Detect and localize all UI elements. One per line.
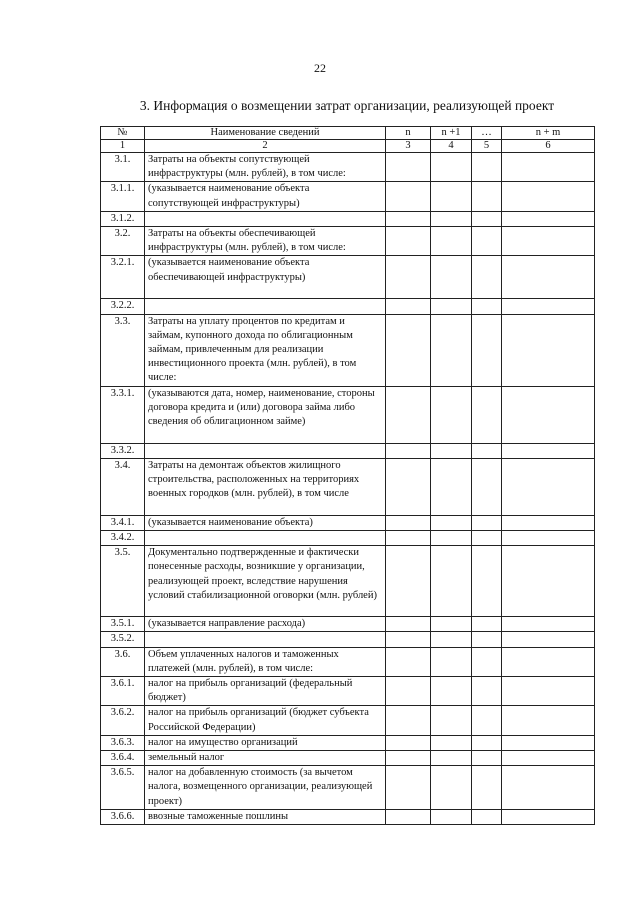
row-number: 3.6.2. bbox=[101, 706, 145, 735]
value-cell-n-plus-1 bbox=[431, 443, 472, 458]
value-cell-n-plus-1 bbox=[431, 314, 472, 386]
row-description: Затраты на объекты обеспечивающей инфраструктуры (млн. рублей), в том числе: bbox=[145, 227, 386, 256]
value-cell-ellipsis bbox=[472, 227, 502, 256]
value-cell-ellipsis bbox=[472, 515, 502, 530]
value-cell-n-plus-m bbox=[502, 546, 595, 617]
value-cell-n-plus-m bbox=[502, 153, 595, 182]
value-cell-n-plus-1 bbox=[431, 546, 472, 617]
value-cell-n-plus-1 bbox=[431, 182, 472, 211]
table-row bbox=[101, 227, 595, 256]
column-number-cell: 4 bbox=[431, 140, 472, 153]
row-description: (указывается наименование объекта сопутствующей инфраструктуры) bbox=[145, 182, 386, 211]
value-cell-n-plus-1 bbox=[431, 751, 472, 766]
column-number-cell: 3 bbox=[386, 140, 431, 153]
value-cell-ellipsis bbox=[472, 809, 502, 824]
value-cell-n bbox=[386, 766, 431, 810]
value-cell-n-plus-1 bbox=[431, 766, 472, 810]
table-row bbox=[101, 546, 595, 617]
row-number: 3.6.4. bbox=[101, 751, 145, 766]
value-cell-n-plus-1 bbox=[431, 211, 472, 226]
value-cell-n-plus-1 bbox=[431, 632, 472, 647]
value-cell-ellipsis bbox=[472, 211, 502, 226]
table-row bbox=[101, 153, 595, 182]
column-number-cell: 6 bbox=[502, 140, 595, 153]
value-cell-n-plus-m bbox=[502, 256, 595, 299]
row-description: Затраты на объекты сопутствующей инфраструктуры (млн. рублей), в том числе: bbox=[145, 153, 386, 182]
value-cell-n bbox=[386, 647, 431, 676]
table-row bbox=[101, 314, 595, 386]
table-row bbox=[101, 443, 595, 458]
value-cell-n-plus-m bbox=[502, 299, 595, 314]
value-cell-n-plus-1 bbox=[431, 647, 472, 676]
value-cell-n bbox=[386, 632, 431, 647]
value-cell-n-plus-1 bbox=[431, 617, 472, 632]
value-cell-n-plus-m bbox=[502, 458, 595, 515]
row-description: (указывается наименование объекта) bbox=[145, 515, 386, 530]
value-cell-ellipsis bbox=[472, 632, 502, 647]
table-row bbox=[101, 751, 595, 766]
table-row bbox=[101, 617, 595, 632]
value-cell-n-plus-m bbox=[502, 531, 595, 546]
row-description: налог на прибыль организаций (федеральный бюджет) bbox=[145, 677, 386, 706]
row-number: 3.4. bbox=[101, 458, 145, 515]
value-cell-n bbox=[386, 153, 431, 182]
value-cell-n bbox=[386, 751, 431, 766]
value-cell-n bbox=[386, 735, 431, 750]
cost-reimbursement-table bbox=[100, 126, 595, 825]
row-number: 3.5.2. bbox=[101, 632, 145, 647]
value-cell-n bbox=[386, 706, 431, 735]
row-number: 3.3.1. bbox=[101, 386, 145, 443]
table-row bbox=[101, 386, 595, 443]
row-description bbox=[145, 443, 386, 458]
value-cell-n-plus-1 bbox=[431, 256, 472, 299]
section-title: 3. Информация о возмещении затрат организации, реализующей проект bbox=[139, 98, 555, 113]
table-row bbox=[101, 299, 595, 314]
value-cell-n bbox=[386, 809, 431, 824]
row-description: Затраты на уплату процентов по кредитам и займам, купонного дохода по облигационным займам, привлеченным для реализации инвестиционного проекта (млн. рублей), в том числе: bbox=[145, 314, 386, 386]
value-cell-n-plus-m bbox=[502, 314, 595, 386]
column-number-cell: 2 bbox=[145, 140, 386, 153]
header-cell-ellipsis: … bbox=[472, 127, 502, 140]
value-cell-n bbox=[386, 458, 431, 515]
value-cell-n-plus-1 bbox=[431, 735, 472, 750]
table-row bbox=[101, 677, 595, 706]
value-cell-ellipsis bbox=[472, 153, 502, 182]
value-cell-ellipsis bbox=[472, 458, 502, 515]
row-number: 3.2.1. bbox=[101, 256, 145, 299]
value-cell-ellipsis bbox=[472, 751, 502, 766]
table-row bbox=[101, 766, 595, 810]
value-cell-n bbox=[386, 227, 431, 256]
value-cell-ellipsis bbox=[472, 443, 502, 458]
row-number: 3.2.2. bbox=[101, 299, 145, 314]
value-cell-n-plus-m bbox=[502, 647, 595, 676]
row-number: 3.1. bbox=[101, 153, 145, 182]
value-cell-n-plus-1 bbox=[431, 386, 472, 443]
value-cell-ellipsis bbox=[472, 677, 502, 706]
value-cell-n bbox=[386, 256, 431, 299]
value-cell-n-plus-m bbox=[502, 735, 595, 750]
value-cell-n-plus-m bbox=[502, 386, 595, 443]
column-number-cell: 5 bbox=[472, 140, 502, 153]
value-cell-n bbox=[386, 182, 431, 211]
value-cell-n bbox=[386, 299, 431, 314]
header-cell-number: № bbox=[101, 127, 145, 140]
value-cell-ellipsis bbox=[472, 706, 502, 735]
row-number: 3.6.5. bbox=[101, 766, 145, 810]
table-header-row bbox=[101, 127, 595, 140]
value-cell-n-plus-1 bbox=[431, 153, 472, 182]
table-row bbox=[101, 515, 595, 530]
value-cell-n bbox=[386, 314, 431, 386]
row-description bbox=[145, 632, 386, 647]
value-cell-n bbox=[386, 677, 431, 706]
header-cell-year-n-plus-1: n +1 bbox=[431, 127, 472, 140]
table-row bbox=[101, 647, 595, 676]
value-cell-n-plus-m bbox=[502, 766, 595, 810]
value-cell-n-plus-m bbox=[502, 751, 595, 766]
value-cell-n bbox=[386, 546, 431, 617]
row-number: 3.6.6. bbox=[101, 809, 145, 824]
header-cell-year-n: n bbox=[386, 127, 431, 140]
value-cell-n bbox=[386, 515, 431, 530]
table-row bbox=[101, 735, 595, 750]
table-row bbox=[101, 632, 595, 647]
row-description bbox=[145, 211, 386, 226]
value-cell-ellipsis bbox=[472, 386, 502, 443]
row-description: ввозные таможенные пошлины bbox=[145, 809, 386, 824]
value-cell-n bbox=[386, 531, 431, 546]
row-number: 3.4.2. bbox=[101, 531, 145, 546]
value-cell-ellipsis bbox=[472, 617, 502, 632]
row-description: налог на прибыль организаций (бюджет субъекта Российской Федерации) bbox=[145, 706, 386, 735]
row-number: 3.3.2. bbox=[101, 443, 145, 458]
value-cell-ellipsis bbox=[472, 314, 502, 386]
header-cell-name: Наименование сведений bbox=[145, 127, 386, 140]
page-number: 22 bbox=[314, 61, 326, 75]
value-cell-n-plus-1 bbox=[431, 515, 472, 530]
column-number-row bbox=[101, 140, 595, 153]
value-cell-ellipsis bbox=[472, 766, 502, 810]
value-cell-n-plus-1 bbox=[431, 227, 472, 256]
value-cell-n-plus-m bbox=[502, 706, 595, 735]
value-cell-n-plus-1 bbox=[431, 531, 472, 546]
row-description: Документально подтвержденные и фактически понесенные расходы, возникшие у организации, реализующей проект, вследствие нарушения условий стабилизационной оговорки (млн. рублей) bbox=[145, 546, 386, 617]
value-cell-ellipsis bbox=[472, 546, 502, 617]
row-description: налог на имущество организаций bbox=[145, 735, 386, 750]
row-description: (указывается направление расхода) bbox=[145, 617, 386, 632]
row-description: (указывается наименование объекта обеспечивающей инфраструктуры) bbox=[145, 256, 386, 299]
row-description bbox=[145, 299, 386, 314]
row-description: Объем уплаченных налогов и таможенных платежей (млн. рублей), в том числе: bbox=[145, 647, 386, 676]
value-cell-n-plus-m bbox=[502, 211, 595, 226]
value-cell-ellipsis bbox=[472, 256, 502, 299]
column-number-cell: 1 bbox=[101, 140, 145, 153]
value-cell-n bbox=[386, 443, 431, 458]
table-row bbox=[101, 458, 595, 515]
value-cell-ellipsis bbox=[472, 299, 502, 314]
value-cell-n-plus-m bbox=[502, 677, 595, 706]
value-cell-n-plus-m bbox=[502, 809, 595, 824]
table-row bbox=[101, 531, 595, 546]
table-row bbox=[101, 706, 595, 735]
row-number: 3.3. bbox=[101, 314, 145, 386]
row-number: 3.2. bbox=[101, 227, 145, 256]
table-row bbox=[101, 256, 595, 299]
row-description: (указываются дата, номер, наименование, стороны договора кредита и (или) договора займа либо сведения об облигационном займе) bbox=[145, 386, 386, 443]
row-number: 3.1.1. bbox=[101, 182, 145, 211]
table-body bbox=[101, 127, 595, 825]
row-description: налог на добавленную стоимость (за вычетом налога, возмещенного организации, реализующей проект) bbox=[145, 766, 386, 810]
row-number: 3.6. bbox=[101, 647, 145, 676]
value-cell-n bbox=[386, 617, 431, 632]
row-description bbox=[145, 531, 386, 546]
value-cell-ellipsis bbox=[472, 182, 502, 211]
value-cell-n-plus-m bbox=[502, 515, 595, 530]
row-number: 3.5.1. bbox=[101, 617, 145, 632]
row-number: 3.1.2. bbox=[101, 211, 145, 226]
value-cell-n-plus-m bbox=[502, 632, 595, 647]
header-cell-year-n-plus-m: n + m bbox=[502, 127, 595, 140]
value-cell-n-plus-1 bbox=[431, 677, 472, 706]
value-cell-n-plus-1 bbox=[431, 809, 472, 824]
value-cell-n-plus-m bbox=[502, 227, 595, 256]
value-cell-ellipsis bbox=[472, 735, 502, 750]
value-cell-n-plus-1 bbox=[431, 458, 472, 515]
row-number: 3.6.1. bbox=[101, 677, 145, 706]
value-cell-n-plus-1 bbox=[431, 706, 472, 735]
value-cell-ellipsis bbox=[472, 531, 502, 546]
row-number: 3.4.1. bbox=[101, 515, 145, 530]
row-number: 3.6.3. bbox=[101, 735, 145, 750]
row-description: Затраты на демонтаж объектов жилищного строительства, расположенных на территориях военных городков (млн. рублей), в том числе bbox=[145, 458, 386, 515]
table-row bbox=[101, 211, 595, 226]
value-cell-n-plus-m bbox=[502, 443, 595, 458]
row-description: земельный налог bbox=[145, 751, 386, 766]
value-cell-n bbox=[386, 211, 431, 226]
table-row bbox=[101, 182, 595, 211]
table-row bbox=[101, 809, 595, 824]
value-cell-n-plus-m bbox=[502, 617, 595, 632]
value-cell-n-plus-1 bbox=[431, 299, 472, 314]
row-number: 3.5. bbox=[101, 546, 145, 617]
value-cell-n bbox=[386, 386, 431, 443]
value-cell-n-plus-m bbox=[502, 182, 595, 211]
value-cell-ellipsis bbox=[472, 647, 502, 676]
